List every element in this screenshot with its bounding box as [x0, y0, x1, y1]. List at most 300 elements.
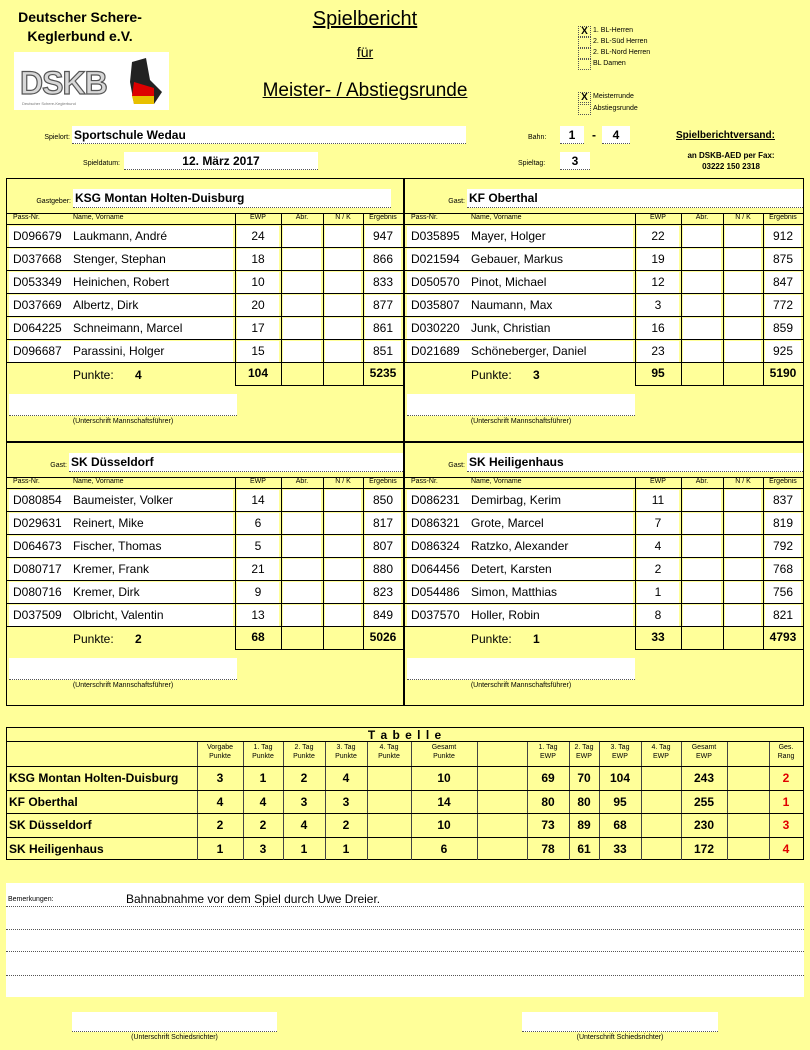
player-abr[interactable] [283, 341, 321, 362]
tabelle-cell-e1: 80 [541, 794, 555, 809]
remarks-label: Bemerkungen: [8, 896, 54, 903]
tabelle-cell-rang: 1 [782, 794, 790, 809]
player-ergebnis[interactable]: 847 [765, 272, 801, 293]
round-title: Meister- / Abstiegsrunde [262, 80, 468, 101]
captain-signature-field[interactable] [9, 394, 237, 416]
player-abr[interactable] [683, 295, 721, 316]
player-ergebnis[interactable]: 756 [765, 582, 801, 603]
player-pass-nr: D030220 [411, 321, 460, 335]
player-abr[interactable] [283, 490, 321, 511]
team-punkte: 2 [135, 632, 142, 646]
player-abr[interactable] [683, 226, 721, 247]
player-ewp[interactable]: 17 [237, 318, 279, 339]
tabelle-cell-egesamt: 230 [693, 818, 715, 832]
player-ewp[interactable]: 21 [237, 559, 279, 580]
player-abr[interactable] [283, 559, 321, 580]
remarks-line [6, 951, 804, 952]
player-nk[interactable] [725, 341, 761, 362]
team-punkte: 1 [533, 632, 540, 646]
player-ewp[interactable]: 18 [237, 249, 279, 270]
player-row [7, 224, 403, 247]
player-pass-nr: D035895 [411, 229, 460, 243]
player-pass-nr: D064225 [13, 321, 62, 335]
player-name: Reinert, Mike [73, 516, 144, 530]
player-pass-nr: D037668 [13, 252, 62, 266]
round-check[interactable] [578, 104, 591, 115]
tabelle-title: T a b e l l e [7, 728, 803, 742]
player-ewp[interactable]: 11 [637, 490, 679, 511]
player-row [7, 534, 403, 557]
player-abr[interactable] [683, 272, 721, 293]
player-name: Gebauer, Markus [471, 252, 564, 266]
player-ewp[interactable]: 23 [637, 341, 679, 362]
player-row [7, 247, 403, 270]
player-nk[interactable] [725, 536, 761, 557]
tabelle-col-header: 2. Tag EWP [574, 744, 594, 760]
player-pass-nr: D021689 [411, 344, 460, 358]
player-nk[interactable] [725, 249, 761, 270]
player-ewp[interactable]: 1 [637, 582, 679, 603]
spieltag-label: Spieltag: [518, 160, 546, 167]
dskb-logo-graphic [14, 52, 169, 110]
tabelle-row [7, 837, 803, 860]
player-row [405, 247, 803, 270]
player-nk[interactable] [725, 295, 761, 316]
player-row [405, 224, 803, 247]
player-name: Detert, Karsten [471, 562, 552, 576]
bahn-to-field[interactable]: 4 [602, 126, 630, 144]
captain-signature-field[interactable] [407, 394, 635, 416]
dskb-logo [14, 52, 169, 110]
player-nk[interactable] [325, 272, 361, 293]
player-name: Olbricht, Valentin [73, 608, 164, 622]
player-ergebnis[interactable]: 823 [365, 582, 401, 603]
logo-text: DSKB [20, 65, 107, 101]
tabelle-cell-egesamt: 255 [693, 794, 715, 809]
remarks-line [6, 906, 804, 907]
player-ergebnis[interactable]: 880 [365, 559, 401, 580]
tabelle-cell-t3: 2 [342, 818, 350, 832]
player-nk[interactable] [725, 272, 761, 293]
player-pass-nr: D064673 [13, 539, 62, 553]
player-row [405, 339, 803, 362]
spieltag-field[interactable]: 3 [560, 152, 590, 170]
tabelle-cell-t1: 3 [259, 841, 267, 856]
player-table-header: Pass-Nr. Name, Vorname EWP Abr. N / K Ergebnis [405, 477, 803, 487]
remarks-line [6, 929, 804, 930]
league-check[interactable] [578, 59, 591, 70]
team-ergebnis-total: 4793 [769, 630, 797, 644]
tabelle-col-header: Gesamt Punkte [431, 744, 457, 760]
player-row [405, 488, 803, 511]
player-name: Baumeister, Volker [73, 493, 174, 507]
player-ergebnis[interactable]: 850 [365, 490, 401, 511]
player-nk[interactable] [325, 582, 361, 603]
player-ergebnis[interactable]: 817 [365, 513, 401, 534]
player-nk[interactable] [725, 582, 761, 603]
team-ewp-total: 68 [251, 630, 265, 644]
player-nk[interactable] [725, 559, 761, 580]
player-name: Grote, Marcel [471, 516, 544, 530]
team-role-label: Gast: [448, 198, 465, 205]
player-nk[interactable] [325, 536, 361, 557]
tabelle-row [7, 813, 803, 836]
punkte-label: Punkte: [73, 632, 114, 646]
versand-title: Spielberichtversand: [676, 130, 775, 141]
report-title: Spielbericht [312, 8, 418, 30]
player-ewp[interactable]: 3 [637, 295, 679, 316]
player-row [7, 580, 403, 603]
player-pass-nr: D029631 [13, 516, 62, 530]
tabelle-row [7, 790, 803, 813]
player-ergebnis[interactable]: 833 [365, 272, 401, 293]
tabelle-cell-e2: 80 [577, 794, 591, 809]
player-ergebnis[interactable]: 861 [365, 318, 401, 339]
tabelle-header [7, 742, 803, 766]
team-name-field[interactable]: KSG Montan Holten-Duisburg [73, 189, 391, 208]
team-ergebnis-total: 5235 [369, 366, 397, 380]
player-row [405, 293, 803, 316]
tabelle-col-header: 3. Tag Punkte [335, 744, 357, 760]
player-pass-nr: D064456 [411, 562, 460, 576]
tabelle-cell-t2: 1 [300, 841, 308, 856]
tabelle-cell-t1: 1 [259, 771, 267, 785]
tabelle-col-header: 3. Tag EWP [610, 744, 630, 760]
player-ewp[interactable]: 5 [237, 536, 279, 557]
player-nk[interactable] [725, 226, 761, 247]
round-check[interactable]: X [578, 92, 591, 103]
player-ergebnis[interactable]: 925 [765, 341, 801, 362]
tabelle-team: SK Heiligenhaus [9, 841, 104, 856]
player-abr[interactable] [283, 536, 321, 557]
tabelle-cell-gesamt: 14 [437, 794, 451, 809]
player-pass-nr: D053349 [13, 275, 62, 289]
tabelle-cell-vorgabe: 4 [216, 794, 224, 809]
tabelle-cell-vorgabe: 1 [216, 841, 224, 856]
tabelle-cell-t2: 3 [300, 794, 308, 809]
player-name: Ratzko, Alexander [471, 539, 569, 553]
player-ewp[interactable]: 9 [237, 582, 279, 603]
player-name: Mayer, Holger [471, 229, 546, 243]
player-ergebnis[interactable]: 772 [765, 295, 801, 316]
player-nk[interactable] [325, 318, 361, 339]
player-ewp[interactable]: 6 [237, 513, 279, 534]
player-name: Demirbag, Kerim [471, 493, 562, 507]
player-ergebnis[interactable]: 875 [765, 249, 801, 270]
player-nk[interactable] [325, 559, 361, 580]
tabelle-col-header: Ges. Rang [777, 744, 795, 760]
tabelle-col-header: 4. Tag Punkte [378, 744, 400, 760]
punkte-label: Punkte: [471, 632, 512, 646]
tabelle-cell-t1: 2 [259, 818, 267, 832]
player-abr[interactable] [283, 513, 321, 534]
captain-signature-field[interactable] [9, 658, 237, 680]
player-row [7, 339, 403, 362]
player-ewp[interactable]: 4 [637, 536, 679, 557]
tabelle-cell-t2: 4 [300, 818, 308, 832]
team-name-field[interactable]: KF Oberthal [467, 189, 803, 208]
tabelle-cell-vorgabe: 3 [216, 771, 224, 785]
league-check[interactable]: X [578, 26, 591, 37]
player-nk[interactable] [325, 490, 361, 511]
player-abr[interactable] [683, 536, 721, 557]
captain-signature-label: (Unterschrift Mannschaftsführer) [72, 682, 174, 689]
remarks-line [6, 975, 804, 976]
player-abr[interactable] [283, 249, 321, 270]
captain-signature-label: (Unterschrift Mannschaftsführer) [470, 418, 572, 425]
player-nk[interactable] [725, 318, 761, 339]
referee-signature-field[interactable] [72, 1012, 277, 1032]
player-abr[interactable] [283, 605, 321, 626]
player-pass-nr: D021594 [411, 252, 460, 266]
team-name-field[interactable]: SK Heiligenhaus [467, 453, 803, 472]
tabelle-cell-rang: 4 [782, 841, 790, 856]
player-name: Schöneberger, Daniel [471, 344, 587, 358]
player-nk[interactable] [325, 226, 361, 247]
tabelle-col-header: 1. Tag EWP [538, 744, 558, 760]
player-ewp[interactable]: 15 [237, 341, 279, 362]
datum-field[interactable]: 12. März 2017 [124, 152, 318, 170]
player-row [405, 316, 803, 339]
player-ewp[interactable]: 16 [637, 318, 679, 339]
tabelle-cell-vorgabe: 2 [216, 818, 224, 832]
tabelle-cell-t2: 2 [300, 771, 308, 785]
player-abr[interactable] [283, 272, 321, 293]
team-ergebnis-total: 5190 [769, 366, 797, 380]
referee-signature-label: (Unterschrift Schiedsrichter) [131, 1034, 218, 1041]
team-block [6, 178, 404, 442]
player-abr[interactable] [683, 341, 721, 362]
player-row [7, 270, 403, 293]
player-abr[interactable] [683, 559, 721, 580]
title-fuer: für [356, 44, 374, 60]
team-ewp-total: 33 [651, 630, 665, 644]
player-pass-nr: D086231 [411, 493, 460, 507]
player-table-header: Pass-Nr. Name, Vorname EWP Abr. N / K Ergebnis [7, 213, 403, 223]
player-abr[interactable] [683, 605, 721, 626]
player-ergebnis[interactable]: 837 [765, 490, 801, 511]
player-pass-nr: D037669 [13, 298, 62, 312]
player-abr[interactable] [683, 318, 721, 339]
player-nk[interactable] [325, 513, 361, 534]
player-ergebnis[interactable]: 947 [365, 226, 401, 247]
player-name: Parassini, Holger [73, 344, 165, 358]
team-punkte: 4 [135, 368, 142, 382]
player-ergebnis[interactable]: 912 [765, 226, 801, 247]
team-name-field[interactable]: SK Düsseldorf [69, 453, 403, 472]
tabelle-cell-gesamt: 6 [440, 841, 448, 856]
player-ergebnis[interactable]: 792 [765, 536, 801, 557]
tabelle-cell-egesamt: 172 [693, 841, 715, 856]
player-row [405, 270, 803, 293]
player-row [405, 557, 803, 580]
player-name: Kremer, Frank [73, 562, 150, 576]
team-role-label: Gastgeber: [36, 198, 71, 205]
tabelle-cell-e3: 95 [613, 794, 627, 809]
captain-signature-label: (Unterschrift Mannschaftsführer) [470, 682, 572, 689]
captain-signature-label: (Unterschrift Mannschaftsführer) [72, 418, 174, 425]
player-row [7, 511, 403, 534]
player-abr[interactable] [283, 226, 321, 247]
player-abr[interactable] [683, 513, 721, 534]
player-abr[interactable] [283, 318, 321, 339]
tabelle-cell-rang: 3 [782, 818, 790, 832]
player-name: Heinichen, Robert [73, 275, 170, 289]
bahn-from-field[interactable]: 1 [560, 126, 584, 144]
player-row [405, 603, 803, 626]
league-check[interactable] [578, 37, 591, 48]
player-pass-nr: D086324 [411, 539, 460, 553]
player-nk[interactable] [325, 249, 361, 270]
player-pass-nr: D096687 [13, 344, 62, 358]
remarks-area[interactable] [6, 883, 804, 997]
tabelle-cell-e3: 68 [613, 818, 627, 832]
player-ergebnis[interactable]: 807 [365, 536, 401, 557]
team-block [404, 442, 804, 706]
tabelle-cell-e2: 89 [577, 818, 591, 832]
player-abr[interactable] [683, 582, 721, 603]
team-block [404, 178, 804, 442]
tabelle-cell-t1: 4 [259, 794, 267, 809]
team-ewp-total: 104 [247, 366, 269, 380]
tabelle-cell-e2: 70 [577, 771, 591, 785]
tabelle-cell-e3: 104 [609, 771, 631, 785]
player-name: Albertz, Dirk [73, 298, 139, 312]
player-pass-nr: D080854 [13, 493, 62, 507]
player-name: Kremer, Dirk [73, 585, 140, 599]
player-pass-nr: D086321 [411, 516, 460, 530]
player-ewp[interactable]: 24 [237, 226, 279, 247]
player-row [7, 316, 403, 339]
tabelle-col-header: 1. Tag Punkte [252, 744, 274, 760]
tabelle-cell-t3: 4 [342, 771, 350, 785]
punkte-label: Punkte: [73, 368, 114, 382]
tabelle-cell-e1: 69 [541, 771, 555, 785]
player-ewp[interactable]: 8 [637, 605, 679, 626]
player-name: Pinot, Michael [471, 275, 547, 289]
captain-signature-field[interactable] [407, 658, 635, 680]
player-ewp[interactable]: 20 [237, 295, 279, 316]
player-row [7, 557, 403, 580]
player-abr[interactable] [283, 295, 321, 316]
player-pass-nr: D050570 [411, 275, 460, 289]
bahn-label: Bahn: [528, 134, 547, 141]
referee-signature-label: (Unterschrift Schiedsrichter) [576, 1034, 664, 1041]
player-pass-nr: D080717 [13, 562, 62, 576]
team-ewp-total: 95 [651, 366, 665, 380]
player-ergebnis[interactable]: 819 [765, 513, 801, 534]
player-ergebnis[interactable]: 866 [365, 249, 401, 270]
tabelle-cell-gesamt: 10 [437, 818, 451, 832]
tabelle-col-header: Vorgabe Punkte [206, 744, 234, 760]
player-ergebnis[interactable]: 859 [765, 318, 801, 339]
player-pass-nr: D054486 [411, 585, 460, 599]
spielort-field[interactable]: Sportschule Wedau [72, 126, 466, 144]
tabelle-team: KF Oberthal [9, 794, 78, 809]
tabelle-cell-e1: 73 [541, 818, 555, 832]
player-ewp[interactable]: 12 [637, 272, 679, 293]
tabelle-cell-t3: 3 [342, 794, 350, 809]
player-pass-nr: D035807 [411, 298, 460, 312]
referee-signature-field[interactable] [522, 1012, 718, 1032]
player-nk[interactable] [725, 513, 761, 534]
player-name: Simon, Matthias [471, 585, 558, 599]
team-ergebnis-total: 5026 [369, 630, 397, 644]
player-ergebnis[interactable]: 849 [365, 605, 401, 626]
tabelle-cell-gesamt: 10 [437, 771, 451, 785]
tabelle-col-header: 2. Tag Punkte [293, 744, 315, 760]
player-nk[interactable] [725, 490, 761, 511]
league-check[interactable] [578, 48, 591, 59]
player-ergebnis[interactable]: 821 [765, 605, 801, 626]
tabelle-cell-e3: 33 [613, 841, 627, 856]
player-nk[interactable] [325, 605, 361, 626]
player-ergebnis[interactable]: 851 [365, 341, 401, 362]
player-pass-nr: D037570 [411, 608, 460, 622]
player-ewp[interactable]: 22 [637, 226, 679, 247]
player-ewp[interactable]: 10 [237, 272, 279, 293]
tabelle-cell-e1: 78 [541, 841, 555, 856]
remarks-text: Bahnabnahme vor dem Spiel durch Uwe Dreier. [126, 892, 381, 906]
player-name: Schneimann, Marcel [73, 321, 183, 335]
association-name: Deutscher Schere- Keglerbund e.V. [18, 9, 142, 44]
player-name: Junk, Christian [471, 321, 551, 335]
tabelle-cell-rang: 2 [782, 771, 790, 785]
spielort-label: Spielort: [44, 134, 70, 141]
player-name: Holler, Robin [471, 608, 540, 622]
player-ergebnis[interactable]: 768 [765, 559, 801, 580]
tabelle-cell-t3: 1 [342, 841, 350, 856]
player-ewp[interactable]: 13 [237, 605, 279, 626]
player-ewp[interactable]: 14 [237, 490, 279, 511]
player-nk[interactable] [325, 341, 361, 362]
team-role-label: Gast: [448, 462, 465, 469]
punkte-label: Punkte: [471, 368, 512, 382]
player-abr[interactable] [283, 582, 321, 603]
tabelle-col-header: 4. Tag EWP [651, 744, 671, 760]
player-nk[interactable] [325, 295, 361, 316]
player-abr[interactable] [683, 249, 721, 270]
team-block [6, 442, 404, 706]
player-pass-nr: D080716 [13, 585, 62, 599]
player-ewp[interactable]: 2 [637, 559, 679, 580]
tabelle [6, 727, 804, 860]
player-row [7, 488, 403, 511]
player-name: Naumann, Max [471, 298, 553, 312]
tabelle-team: SK Düsseldorf [9, 818, 92, 832]
player-table-header: Pass-Nr. Name, Vorname EWP Abr. N / K Ergebnis [405, 213, 803, 223]
team-role-label: Gast: [50, 462, 67, 469]
player-row [7, 603, 403, 626]
player-name: Fischer, Thomas [73, 539, 162, 553]
player-name: Laukmann, André [73, 229, 168, 243]
player-name: Stenger, Stephan [73, 252, 166, 266]
player-pass-nr: D037509 [13, 608, 62, 622]
datum-label: Spieldatum: [83, 160, 120, 167]
tabelle-row [7, 766, 803, 789]
team-punkte: 3 [533, 368, 540, 382]
player-nk[interactable] [725, 605, 761, 626]
tabelle-cell-e2: 61 [577, 841, 591, 856]
tabelle-cell-egesamt: 243 [693, 771, 715, 785]
logo-subtext: Deutscher Schere-Keglerbund [22, 101, 76, 106]
player-row [405, 580, 803, 603]
player-row [7, 293, 403, 316]
player-ewp[interactable]: 19 [637, 249, 679, 270]
player-abr[interactable] [683, 490, 721, 511]
player-ergebnis[interactable]: 877 [365, 295, 401, 316]
player-ewp[interactable]: 7 [637, 513, 679, 534]
